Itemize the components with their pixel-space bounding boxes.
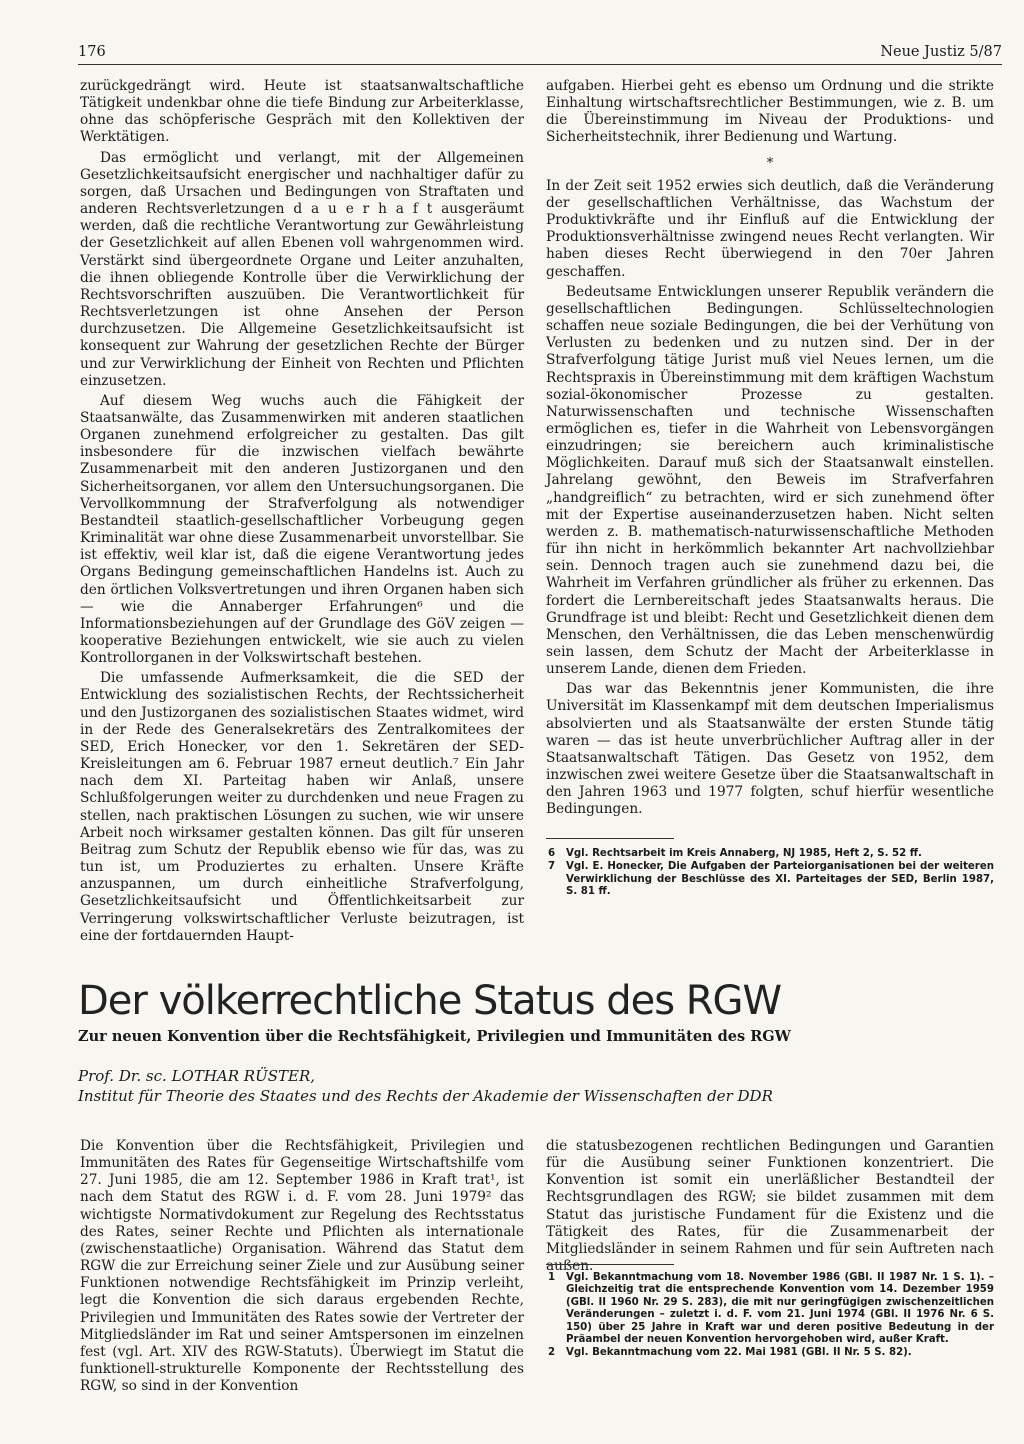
paragraph: aufgaben. Hierbei geht es ebenso um Ordnung und die strikte Einhaltung wirtschaftsrechtlicher Bestimmungen, wie z. B. um die Übereinstimmung im Niveau der Produktions- und Sicherheitstechnik, ihrer Bedienung und Wartung. — [546, 78, 994, 146]
footnote-text: Vgl. Bekanntmachung vom 22. Mai 1981 (GBl. II Nr. 5 S. 82). — [566, 1347, 912, 1359]
footnote-text: Vgl. E. Honecker, Die Aufgaben der Parteiorganisationen bei der weiteren Verwirklichung der Beschlüsse des XI. Parteitages der SED, Berlin 1987, S. 81 ff. — [566, 861, 994, 898]
footnote — [546, 861, 994, 898]
article-subtitle: Zur neuen Konvention über die Rechtsfähigkeit, Privilegien und Immunitäten des RGW — [78, 1028, 791, 1045]
paragraph: Die Konvention über die Rechtsfähigkeit, Privilegien und Immunitäten des Rates für Gegenseitige Wirtschaftshilfe vom 27. Juni 1985, die am 12. September 1986 in Kraft trat¹, ist nach dem Statut des RGW i. d. F. vom 28. Juni 1979² das wichtigste Normativdokument zur Regelung des Rechtsstatus des Rates, seiner Rechte und Pflichten als internationale (zwischenstaatliche) Organisation. Während das Statut dem RGW die zur Erreichung seiner Ziele und zur Ausübung seiner Funktionen notwendige Rechtsfähigkeit im Prinzip verleiht, legt die Konvention die sich daraus ergebenden Rechte, Privilegien und Immunitäten des Rates sowie der Vertreter der Mitgliedsländer im Rat und seiner Amtspersonen im einzelnen fest (vgl. Art. XIV des RGW-Statuts). Überwiegt im Statut die funktionell-strukturelle Komponente der Rechtsstellung des RGW, so sind in der Konvention — [80, 1138, 524, 1395]
paragraph: In der Zeit seit 1952 erwies sich deutlich, daß die Veränderung der gesellschaftlichen Verhältnisse, das Wachstum der Produktivkräfte und ihr Einfluß auf die Entwicklung der Produktionsverhältnisse zwingend neues Recht verlangten. Wir haben dieses Recht überwiegend in den 70er Jahren geschaffen. — [546, 177, 994, 280]
footnote-number: 2 — [548, 1347, 556, 1359]
column-right-bottom — [546, 1138, 994, 1275]
footnotes-bottom — [546, 1272, 994, 1361]
footnote — [546, 1347, 994, 1359]
footnote-number: 7 — [548, 861, 556, 873]
footnote-rule — [546, 838, 674, 839]
paragraph: Bedeutsame Entwicklungen unserer Republik verändern die gesellschaftlichen Bedingungen. Schlüsseltechnologien schaffen neue soziale Bedingungen, die bei der Verhütung von Verlusten zu bedenken und zu nutzen sind. Der in der Strafverfolgung tätige Jurist muß viel Neues lernen, um die Rechtspraxis in Übereinstimmung mit dem kräftigen Wachstum sozial-ökonomischer Prozesse zu gestalten. Naturwissenschaften und technische Wissenschaften ermöglichen es, tiefer in die Wahrheit von Lebensvorgängen einzudringen; sie bereichern auch kriminalistische Möglichkeiten. Darauf muß sich der Staatsanwalt einstellen. Jahrelang gewöhnt, den Beweis im Strafverfahren „handgreiflich“ zu betrachten, wird er sich zunehmend öfter mit der Expertise auseinanderzusetzen haben. Nicht selten werden z. B. mathematisch-naturwissenschaftliche Methoden für ihn nicht in herkömmlich bekannter Art nachvollziehbar sein. Dennoch tragen auch sie zunehmend dazu bei, die Wahrheit im Verfahren gründlicher als früher zu erkennen. Das fordert die Lernbereitschaft jedes Staatsanwalts heraus. Die Grundfrage ist und bleibt: Recht und Gesetzlichkeit dienen dem Menschen, den Verhältnissen, die das Leben menschenwürdig sein lassen, dem Schutz der Macht der Arbeiterklasse in unserem Lande, dienen dem Frieden. — [546, 283, 994, 678]
paragraph: Die umfassende Aufmerksamkeit, die die SED der Entwicklung des sozialistischen Rechts, der Rechtssicherheit und den Justizorganen des sozialistischen Staates widmet, wird in der Rede des Generalsekretärs des Zentralkomitees der SED, Erich Honecker, vor den 1. Sekretären der SED-Kreisleitungen am 6. Februar 1987 erneut deutlich.⁷ Ein Jahr nach dem XI. Parteitag haben wir Anlaß, unsere Schlußfolgerungen weiter zu durchdenken und neue Fragen zu stellen, nach praktischen Lösungen zu suchen, wie wir unsere Arbeit noch wirksamer gestalten können. Das gilt für unseren Beitrag zum Schutz der Republik ebenso wie für das, was zu tun ist, um Produziertes zu erhalten. Unsere Kräfte anzuspannen, um durch einheitliche Strafverfolgung, Gesetzlichkeitsaufsicht und Öffentlichkeitsarbeit zur Verringerung volkswirtschaftlicher Verluste beizutragen, ist eine der fortdauernden Haupt- — [80, 670, 524, 944]
column-left-top — [80, 78, 524, 945]
column-left-bottom — [80, 1138, 524, 1395]
author-block — [78, 1066, 773, 1106]
footnote-number: 1 — [548, 1272, 556, 1283]
page-number: 176 — [78, 44, 106, 60]
footnote — [546, 848, 994, 860]
footnote — [546, 1272, 994, 1346]
page-header — [78, 40, 1002, 65]
column-right-top — [546, 78, 994, 819]
section-separator: * — [766, 155, 774, 171]
footnote-text: Vgl. Rechtsarbeit im Kreis Annaberg, NJ 1985, Heft 2, S. 52 ff. — [566, 848, 922, 859]
paragraph: Das war das Bekenntnis jener Kommunisten, die ihre Universität im Klassenkampf mit dem deutschen Imperialismus absolvierten und als Staatsanwälte der ersten Stunde tätig waren — das ist heute unverbrüchlicher Auftrag aller in der Staatsanwaltschaft Tätigen. Das Gesetz von 1952, dem inzwischen zwei weitere Gesetze über die Staatsanwaltschaft in den Jahren 1963 und 1977 folgten, schuf hierfür wesentliche Bedingungen. — [546, 681, 994, 818]
paragraph: Das ermöglicht und verlangt, mit der Allgemeinen Gesetzlichkeitsaufsicht energischer und nachhaltiger dafür zu sorgen, daß Ursachen und Bedingungen von Straftaten und anderen Rechtsverletzungen d a u e r h a f t ausgeräumt werden, daß die rechtliche Verantwortung zur Gewährleistung der Gesetzlichkeit auf allen Ebenen voll wahrgenommen wird. Verstärkt sind übergeordnete Organe und Leiter anzuhalten, die ihnen obliegende Kontrolle über die Verwirklichung der Rechtsvorschriften auszuüben. Die Verantwortlichkeit für Rechtsverletzungen ist ohne Ansehen der Person durchzusetzen. Die Allgemeine Gesetzlichkeitsaufsicht ist konsequent zur Wahrung der gesetzlichen Rechte der Bürger und zur Verwirklichung der Einheit von Rechten und Pflichten einzusetzen. — [80, 149, 524, 389]
paragraph: zurückgedrängt wird. Heute ist staatsanwaltschaftliche Tätigkeit undenkbar ohne die tiefe Bindung zur Arbeiterklasse, ohne das schöpferische Gespräch mit den Kollektiven der Werktätigen. — [80, 78, 524, 146]
article-title: Der völkerrechtliche Status des RGW — [78, 978, 782, 1024]
journal-issue: Neue Justiz 5/87 — [880, 44, 1002, 60]
footnote-text: Vgl. Bekanntmachung vom 18. November 1986 (GBl. II 1987 Nr. 1 S. 1). – Gleichzeitig trat die entsprechende Konvention vom 14. Dezember 1959 (GBl. II 1960 Nr. 29 S. 283), die mit nur geringfügigen zwischenzeitlichen Veränderungen – zuletzt i. d. F. vom 21. Juni 1974 (GBl. II 1976 Nr. 6 S. 150) über 25 Jahre in Kraft war und deren positive Bedeutung in der Präambel der neuen Konvention hervorgehoben wird, außer Kraft. — [566, 1272, 994, 1346]
paragraph: Auf diesem Weg wuchs auch die Fähigkeit der Staatsanwälte, das Zusammenwirken mit anderen staatlichen Organen zunehmend erfolgreicher zu gestalten. Das gilt insbesondere für die inzwischen vielfach bewährte Zusammenarbeit mit den anderen Justizorganen und den Sicherheitsorganen, vor allem den Untersuchungsorganen. Die Vervollkommnung der Strafverfolgung als notwendiger Bestandteil staatlich-gesellschaftlicher Vorbeugung gegen Kriminalität war ohne diese Zusammenarbeit unvorstellbar. Sie ist effektiv, weil klar ist, daß die eigene Verantwortung jedes Organs Bedingung gemeinschaftlichen Handelns ist. Auch zu den örtlichen Volksvertretungen und ihren Organen haben sich — wie die Annaberger Erfahrungen⁶ und die Informationsbeziehungen auf der Grundlage des GöV zeigen — kooperative Beziehungen entwickelt, wie sie auch zu vielen Kontrollorganen in der Volkswirtschaft bestehen. — [80, 392, 524, 667]
author-affiliation: Institut für Theorie des Staates und des Rechts der Akademie der Wissenschaften der DDR — [78, 1087, 773, 1105]
footnote-rule — [546, 1264, 674, 1265]
paragraph: die statusbezogenen rechtlichen Bedingungen und Garantien für die Ausübung seiner Funktionen konzentriert. Die Konvention ist somit ein unerläßlicher Bestandteil der Rechtsgrundlagen des RGW; sie bildet zusammen mit dem Statut das juristische Fundament für die Existenz und die Tätigkeit des Rates, für die Zusammenarbeit der Mitgliedsländer in seinem Rahmen und für sein Auftreten nach außen. — [546, 1138, 994, 1275]
footnotes-top — [546, 848, 994, 900]
footnote-number: 6 — [548, 848, 556, 859]
author-name: Prof. Dr. sc. LOTHAR RÜSTER, — [78, 1067, 316, 1085]
